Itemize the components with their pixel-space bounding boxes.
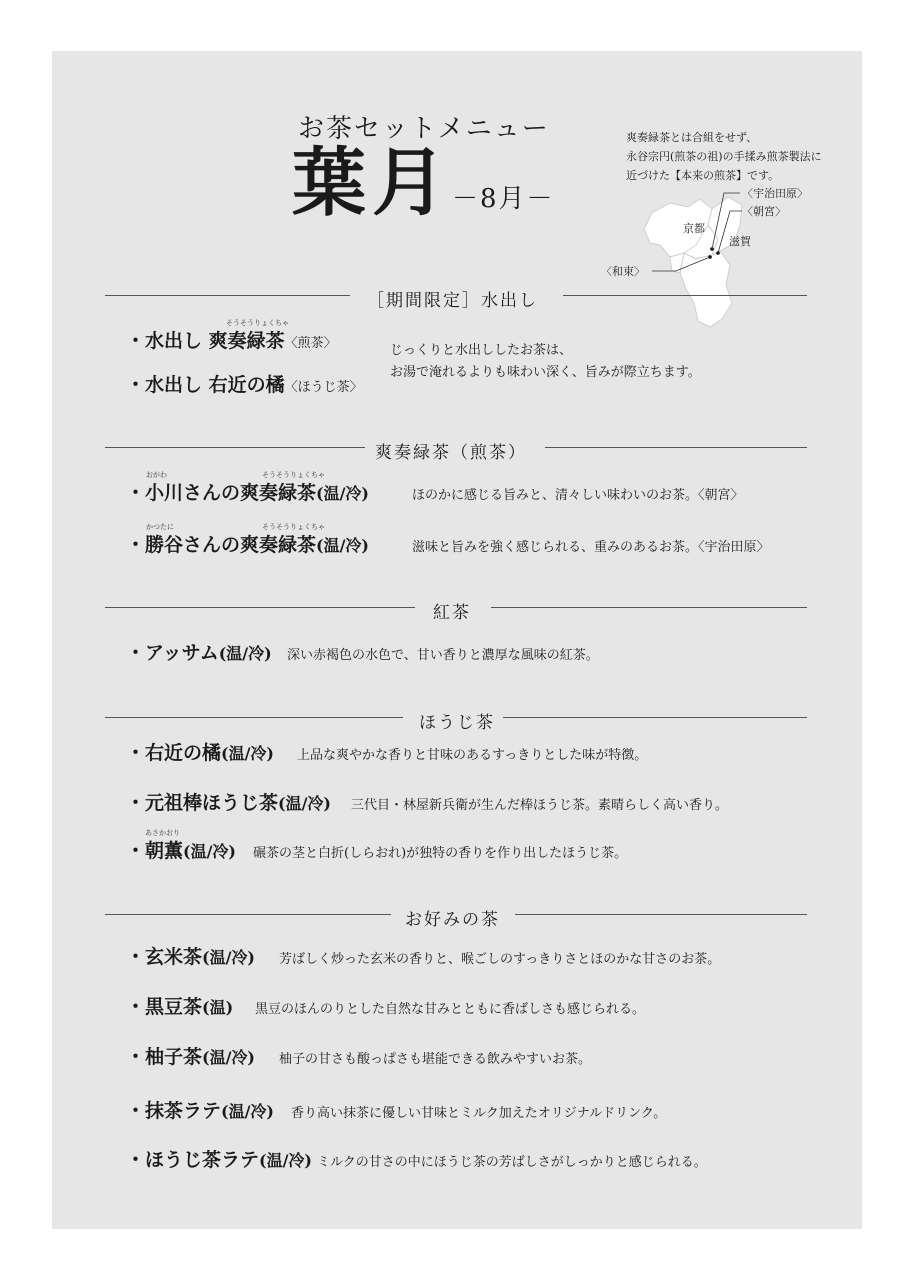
section-okonomi (105, 905, 807, 930)
section-heading: 紅茶 (433, 603, 471, 623)
item-name: ・勝谷さんの爽奏緑茶 (126, 534, 317, 556)
section-heading: ほうじ茶 (419, 713, 495, 733)
item-option: (温/冷) (316, 484, 370, 503)
note-line: 爽奏緑茶とは合組をせず、 (626, 131, 758, 144)
menu-month: －8月－ (452, 184, 555, 214)
item-description: 滋味と旨みを強く感じられる、重みのあるお茶。〈宇治田原〉 (412, 540, 770, 555)
ruby-text: あさかおり (145, 829, 180, 837)
menu-item-matcha-latte (126, 1096, 274, 1123)
menu-subtitle: お茶セットメニュー (298, 114, 550, 144)
divider (503, 717, 807, 718)
note-line: 永谷宗円(煎茶の祖)の手揉み煎茶製法に (626, 150, 822, 163)
item-name: ・ほうじ茶ラテ (126, 1149, 260, 1171)
item-description: 上品な爽やかな香りと甘味のあるすっきりとした味が特徴。 (297, 748, 648, 763)
ruby-text: そうそうりょくちゃ (226, 319, 289, 327)
menu-item-mizudashi-ukon (126, 370, 363, 397)
section-koucha (105, 598, 807, 623)
section-heading: ［期間限定］水出し (367, 291, 538, 311)
item-option: (温/冷) (316, 536, 370, 555)
item-description: 柚子の甘さも酸っぱさも堪能できる飲みやすいお茶。 (279, 1052, 592, 1067)
map-label-shiga: 滋賀 (729, 235, 751, 248)
item-description: 芳ばしく炒った玄米の香りと、喉ごしのすっきりさとほのかな甘さのお茶。 (279, 952, 721, 967)
menu-item-kuromame (126, 992, 233, 1019)
divider (563, 295, 807, 296)
section-mizudashi (105, 286, 807, 311)
item-description: 深い赤褐色の水色で、甘い香りと濃厚な風味の紅茶。 (287, 648, 599, 663)
menu-item-katsutani (126, 530, 369, 557)
map-label-wazuka: 〈和束〉 (601, 265, 645, 278)
item-sub: 〈ほうじ茶〉 (284, 380, 363, 395)
menu-item-mizudashi-sensou (126, 326, 337, 353)
divider (515, 914, 807, 915)
divider (105, 914, 391, 915)
map-label-asamiya: 〈朝宮〉 (742, 205, 786, 218)
item-name: ・柚子茶 (126, 1046, 203, 1068)
menu-item-asakaori (126, 836, 236, 863)
menu-item-ukon (126, 738, 274, 765)
item-option: (温/冷) (259, 1151, 313, 1170)
item-option: (温/冷) (221, 744, 275, 763)
menu-item-gansobo (126, 788, 331, 815)
section-heading: 爽奏緑茶（煎茶） (375, 443, 527, 463)
item-option: (温/冷) (183, 842, 237, 861)
menu-item-assam (126, 638, 272, 665)
item-description: 碾茶の茎と白折(しらおれ)が独特の香りを作り出したほうじ茶。 (253, 846, 628, 861)
item-description: じっくりと水出ししたお茶は、 (390, 343, 573, 358)
menu-item-yuzu (126, 1042, 255, 1069)
region-map (600, 185, 820, 335)
item-description: ほのかに感じる旨みと、清々しい味わいのお茶。〈朝宮〉 (412, 488, 744, 503)
item-name: ・元祖棒ほうじ茶 (126, 792, 279, 814)
map-label-kyoto: 京都 (683, 222, 705, 235)
ruby-text: かつたに (146, 523, 174, 531)
item-description: お湯で淹れるよりも味わい深く、旨みが際立ちます。 (390, 365, 701, 380)
divider (105, 447, 365, 448)
sensou-note (626, 128, 822, 185)
item-name: ・右近の橘 (126, 742, 222, 764)
item-description: 香り高い抹茶に優しい甘味とミルク加えたオリジナルドリンク。 (291, 1106, 667, 1121)
item-option: (温/冷) (218, 644, 272, 663)
ruby-text: そうそうりょくちゃ (262, 523, 325, 531)
divider (105, 295, 350, 296)
section-sensou (105, 438, 807, 463)
divider (545, 447, 807, 448)
item-option: (温/冷) (221, 1102, 275, 1121)
item-name: ・抹茶ラテ (126, 1100, 222, 1122)
item-name: ・黒豆茶 (126, 996, 203, 1018)
section-heading: お好みの茶 (405, 910, 500, 930)
menu-item-ogawa (126, 478, 369, 505)
item-option: (温/冷) (202, 1048, 256, 1067)
menu-item-houjicha-latte (126, 1145, 312, 1172)
item-option: (温/冷) (278, 794, 332, 813)
item-name: ・アッサム (126, 642, 219, 664)
menu-title: 葉月 (292, 140, 452, 226)
note-line: 近づけた【本来の煎茶】です。 (626, 169, 780, 182)
item-sub: 〈煎茶〉 (284, 336, 337, 351)
item-description: ミルクの甘さの中にほうじ茶の芳ばしさがしっかりと感じられる。 (317, 1155, 707, 1170)
divider (491, 607, 807, 608)
section-houjicha (105, 708, 807, 733)
item-name: ・水出し 爽奏緑茶 (126, 330, 285, 352)
item-option: (温/冷) (202, 948, 256, 967)
item-name: ・朝薫 (126, 840, 184, 862)
kyoto-region-shape (644, 199, 718, 259)
ruby-text: そうそうりょくちゃ (262, 471, 325, 479)
item-description: 黒豆のほんのりとした自然な甘みとともに香ばしさも感じられる。 (255, 1002, 646, 1017)
menu-item-genmai (126, 942, 255, 969)
ruby-text: おがわ (146, 471, 167, 479)
item-name: ・小川さんの爽奏緑茶 (126, 482, 317, 504)
item-description: 三代目・林屋新兵衛が生んだ棒ほうじ茶。素晴らしく高い香り。 (351, 798, 729, 813)
divider (105, 607, 415, 608)
item-name: ・水出し 右近の橘 (126, 374, 285, 396)
map-label-uji: 〈宇治田原〉 (742, 187, 808, 200)
item-name: ・玄米茶 (126, 946, 203, 968)
item-option: (温) (202, 998, 234, 1017)
divider (105, 717, 403, 718)
